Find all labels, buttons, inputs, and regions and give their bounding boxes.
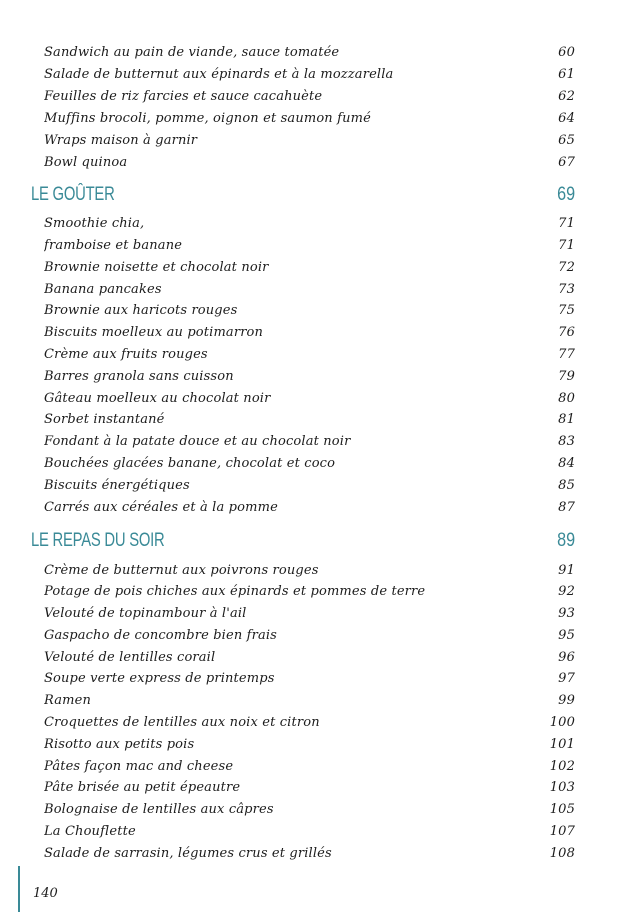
toc-entry	[44, 108, 575, 128]
entry-page: 93	[558, 605, 575, 621]
entry-page: 85	[558, 477, 575, 493]
entry-title: Potage de pois chiches aux épinards et pommes de terre	[44, 583, 426, 599]
toc-entry	[44, 581, 575, 601]
entry-page: 60	[558, 44, 575, 60]
entry-page: 99	[558, 692, 575, 708]
toc-entry	[44, 388, 575, 408]
entry-page: 95	[558, 627, 575, 643]
toc-entry	[44, 409, 575, 429]
entry-title: Bolognaise de lentilles aux câpres	[44, 801, 274, 817]
entry-title: Sorbet instantané	[44, 411, 165, 427]
toc-entry	[44, 453, 575, 473]
toc-entry	[44, 821, 575, 841]
entry-title: Biscuits énergétiques	[44, 477, 190, 493]
toc-entry	[44, 668, 575, 688]
entry-page: 96	[558, 649, 575, 665]
toc-entry	[44, 86, 575, 106]
toc-entry	[44, 344, 575, 364]
entry-title: Crème aux fruits rouges	[44, 346, 208, 362]
entry-title: framboise et banane	[44, 237, 183, 253]
entry-title: Muffins brocoli, pomme, oignon et saumon fumé	[44, 110, 371, 126]
toc-entry	[44, 690, 575, 710]
entry-title: Brownie noisette et chocolat noir	[44, 259, 269, 275]
entry-page: 77	[558, 346, 575, 362]
entry-page: 105	[549, 801, 575, 817]
entry-title: Wraps maison à garnir	[44, 132, 198, 148]
entry-page: 101	[549, 736, 575, 752]
entry-page: 87	[558, 499, 575, 515]
entry-title: Biscuits moelleux au potimarron	[44, 324, 264, 340]
entry-title: Risotto aux petits pois	[44, 736, 195, 752]
entry-page: 65	[558, 132, 575, 148]
entry-title: Carrés aux céréales et à la pomme	[44, 499, 278, 515]
entry-page: 103	[549, 779, 575, 795]
entry-page: 72	[558, 259, 575, 275]
toc-entry	[44, 42, 575, 62]
entry-page: 76	[558, 324, 575, 340]
toc-entry	[44, 843, 575, 863]
toc-entry	[44, 625, 575, 645]
toc-entry	[44, 213, 575, 233]
toc-entry	[44, 322, 575, 342]
section-page: 89	[557, 530, 575, 551]
entry-title: Fondant à la patate douce et au chocolat noir	[44, 433, 351, 449]
entry-page: 92	[558, 583, 575, 599]
toc-entry	[44, 734, 575, 754]
toc-entry	[44, 152, 575, 172]
toc-entry	[44, 257, 575, 277]
section-heading-repas-du-soir	[31, 527, 575, 555]
entry-title: Feuilles de riz farcies et sauce cacahuète	[44, 88, 323, 104]
toc-entry	[44, 777, 575, 797]
section-title: LE REPAS DU SOIR	[31, 530, 165, 551]
entry-page: 91	[558, 562, 575, 578]
entry-page: 80	[558, 390, 575, 406]
entry-title: Brownie aux haricots rouges	[44, 302, 238, 318]
toc-entry	[44, 130, 575, 150]
entry-page: 64	[558, 110, 575, 126]
entry-page: 73	[558, 281, 575, 297]
entry-title: Bouchées glacées banane, chocolat et coco	[44, 455, 336, 471]
section-page: 69	[557, 184, 575, 205]
toc-entry	[44, 497, 575, 517]
entry-title: Bowl quinoa	[44, 154, 128, 170]
entry-page: 107	[549, 823, 575, 839]
entry-page: 67	[558, 154, 575, 170]
entry-title: Soupe verte express de printemps	[44, 670, 275, 686]
toc-entry	[44, 366, 575, 386]
entry-title: La Chouflette	[44, 823, 136, 839]
entry-title: Barres granola sans cuisson	[44, 368, 234, 384]
entry-page: 62	[558, 88, 575, 104]
entry-page: 102	[549, 758, 575, 774]
toc-entry	[44, 647, 575, 667]
entry-page: 108	[549, 845, 575, 861]
entry-title: Salade de sarrasin, légumes crus et grillés	[44, 845, 332, 861]
entry-title: Pâtes façon mac and cheese	[44, 758, 234, 774]
toc-entry	[44, 431, 575, 451]
toc-entry	[44, 799, 575, 819]
entry-page: 100	[549, 714, 575, 730]
toc-entry	[44, 756, 575, 776]
entry-page: 61	[558, 66, 575, 82]
entry-page: 81	[558, 411, 575, 427]
entry-title: Ramen	[44, 692, 91, 708]
toc-entry	[44, 603, 575, 623]
entry-title: Smoothie chia,	[44, 215, 145, 231]
entry-page: 75	[558, 302, 575, 318]
entry-title: Velouté de topinambour à l'ail	[44, 605, 247, 621]
toc-entry	[44, 712, 575, 732]
page-number: 140	[33, 886, 58, 901]
entry-title: Banana pancakes	[44, 281, 162, 297]
entry-title: Gaspacho de concombre bien frais	[44, 627, 277, 643]
entry-page: 83	[558, 433, 575, 449]
entry-title: Gâteau moelleux au chocolat noir	[44, 390, 271, 406]
entry-page: 79	[558, 368, 575, 384]
section-heading-gouter	[31, 181, 575, 209]
toc-entry	[44, 475, 575, 495]
toc-entry	[44, 64, 575, 84]
entry-title: Velouté de lentilles corail	[44, 649, 216, 665]
entry-page: 71	[558, 237, 575, 253]
entry-page: 84	[558, 455, 575, 471]
toc-entry	[44, 235, 575, 255]
entry-page: 71	[558, 215, 575, 231]
entry-title: Salade de butternut aux épinards et à la mozzarella	[44, 66, 394, 82]
entry-title: Croquettes de lentilles aux noix et citron	[44, 714, 320, 730]
section-title: LE GOÛTER	[31, 184, 115, 205]
entry-title: Pâte brisée au petit épeautre	[44, 779, 241, 795]
toc-entry	[44, 279, 575, 299]
toc-entry	[44, 300, 575, 320]
entry-title: Sandwich au pain de viande, sauce tomatée	[44, 44, 340, 60]
margin-rule	[18, 866, 20, 912]
entry-page: 97	[558, 670, 575, 686]
toc-entry	[44, 560, 575, 580]
entry-title: Crème de butternut aux poivrons rouges	[44, 562, 319, 578]
